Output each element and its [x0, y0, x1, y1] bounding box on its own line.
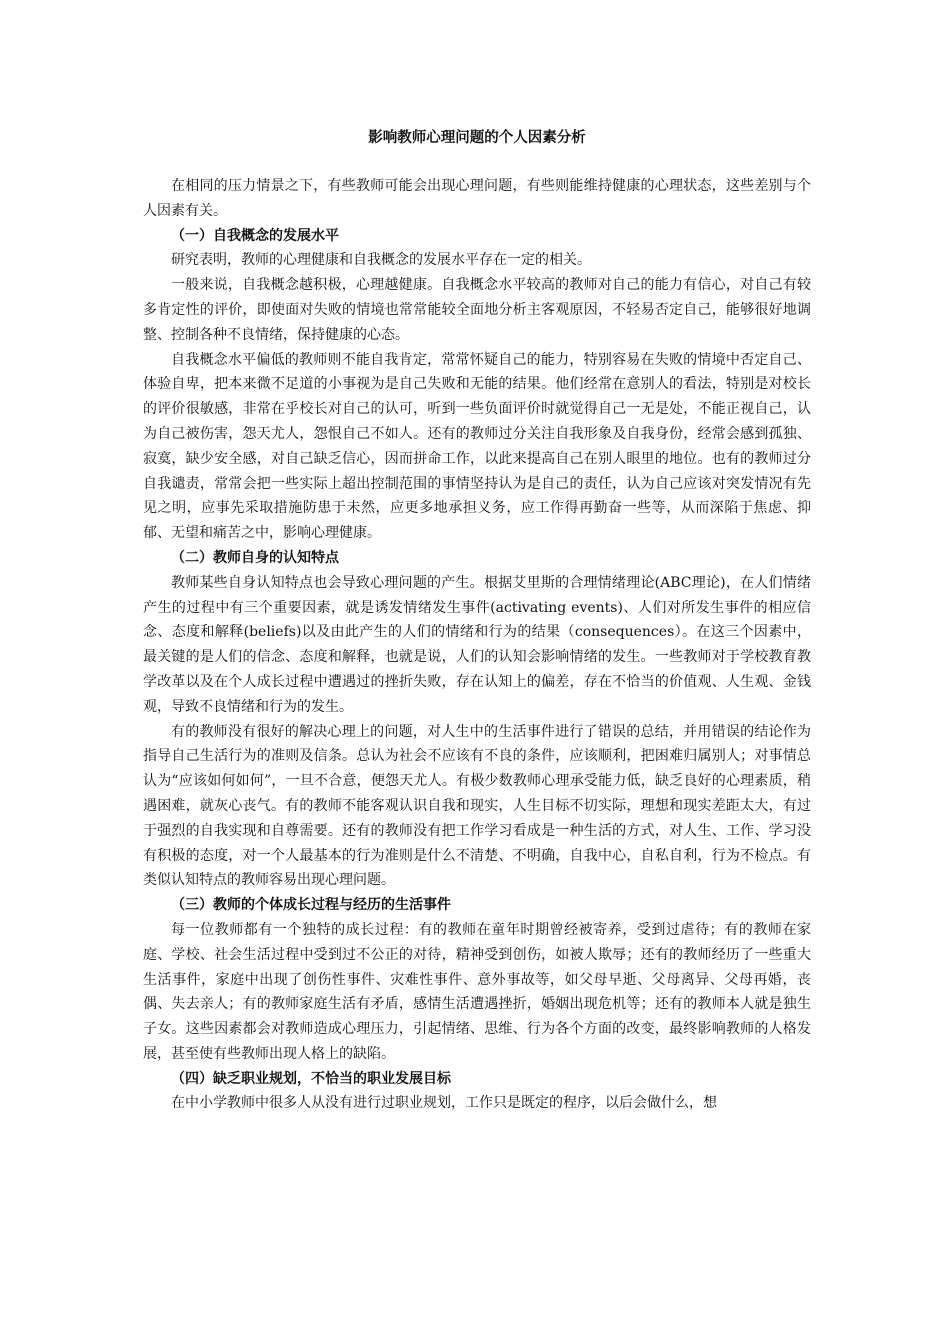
document-page [143, 0, 811, 1116]
intro-paragraph: 在相同的压力情景之下，有些教师可能会出现心理问题，有些则能维持健康的心理状态，这些差别与个人因素有关。 [143, 178, 811, 219]
section-4 [143, 1067, 811, 1117]
body-paragraph: 自我概念水平偏低的教师则不能自我肯定，常常怀疑自己的能力，特别容易在失败的情境中否定自己、体验自卑，把本来微不足道的小事视为是自己失败和无能的结果。他们经常在意别人的看法，特别是对校长的评价很敏感，非常在乎校长对自己的认可，听到一些负面评价时就觉得自己一无是处，不能正视自己，认为自己被伤害，怨天尤人，怨恨自己不如人。还有的教师过分关注自我形象及自我身份，经常会感到孤独、寂寞，缺少安全感，对自己缺乏信心，因而拼命工作，以此来提高自己在别人眼里的地位。也有的教师过分自我谴责，常常会把一些实际上超出控制范围的事情坚持认为是自己的责任，认为自己应该对突发情况有先见之明，应事先采取措施防患于未然，应更多地承担义务，应工作得再勤奋一些等，从而深陷于焦虑、抑郁、无望和痛苦之中，影响心理健康。 [143, 351, 811, 542]
section-2 [143, 546, 811, 893]
body-paragraph: 一般来说，自我概念越积极，心理越健康。自我概念水平较高的教师对自己的能力有信心，对自己有较多肯定性的评价，即使面对失败的情境也常常能较全面地分析主客观原因，不轻易否定自己，能够很好地调整、控制各种不良情绪，保持健康的心态。 [143, 277, 811, 343]
body-paragraph: 在中小学教师中很多人从没有进行过职业规划，工作只是既定的程序，以后会做什么，想 [171, 1095, 717, 1112]
body-paragraph: 研究表明，教师的心理健康和自我概念的发展水平存在一定的相关。 [171, 252, 591, 269]
section-heading: （一）自我概念的发展水平 [171, 227, 339, 244]
body-paragraph: 教师某些自身认知特点也会导致心理问题的产生。根据艾里斯的合理情绪理论(ABC理论)，在人们情绪产生的过程中有三个重要因素，就是诱发情绪发生事件(activating events)、人们对所发生事件的相应信念、态度和解释(beliefs)以及由此产生的人们的情绪和行为的结果（consequences）。在这三个因素中，最关键的是人们的信念、态度和解释，也就是说，人们的认知会影响情绪的发生。一些教师对于学校教育教学改革以及在个人成长过程中遭遇过的挫折失败，存在认知上的偏差，存在不恰当的价值观、人生观、金钱观，导致不良情绪和行为的发生。 [143, 574, 811, 715]
section-3 [143, 893, 811, 1067]
section-heading: （四）缺乏职业规划，不恰当的职业发展目标 [171, 1070, 451, 1087]
section-heading: （三）教师的个体成长过程与经历的生活事件 [171, 897, 451, 914]
body-paragraph: 每一位教师都有一个独特的成长过程：有的教师在童年时期曾经被寄养，受到过虐待；有的教师在家庭、学校、社会生活过程中受到过不公正的对待，精神受到创伤，如被人欺辱；还有的教师经历了一些重大生活事件，家庭中出现了创伤性事件、灾难性事件、意外事故等，如父母早逝、父母离异、父母再婚，丧偶、失去亲人；有的教师家庭生活有矛盾，感情生活遭遇挫折，婚姻出现危机等；还有的教师本人就是独生子女。这些因素都会对教师造成心理压力，引起情绪、思维、行为各个方面的改变，最终影响教师的人格发展，甚至使有些教师出现人格上的缺陷。 [143, 921, 811, 1062]
section-1 [143, 224, 811, 546]
section-heading: （二）教师自身的认知特点 [171, 549, 339, 566]
body-paragraph: 有的教师没有很好的解决心理上的问题，对人生中的生活事件进行了错误的总结，并用错误的结论作为指导自己生活行为的准则及信条。总认为社会不应该有不良的条件，应该顺利，把困难归属别人；对事情总认为“应该如何如何”，一旦不合意，便怨天尤人。有极少数教师心理承受能力低，缺乏良好的心理素质，稍遇困难，就灰心丧气。有的教师不能客观认识自我和现实，人生目标不切实际，理想和现实差距太大，有过于强烈的自我实现和自尊需要。还有的教师没有把工作学习看成是一种生活的方式，对人生、工作、学习没有积极的态度，对一个人最基本的行为准则是什么不清楚、不明确，自我中心，自私自利，行为不检点。有类似认知特点的教师容易出现心理问题。 [143, 723, 811, 889]
document-title: 影响教师心理问题的个人因素分析 [368, 129, 586, 146]
